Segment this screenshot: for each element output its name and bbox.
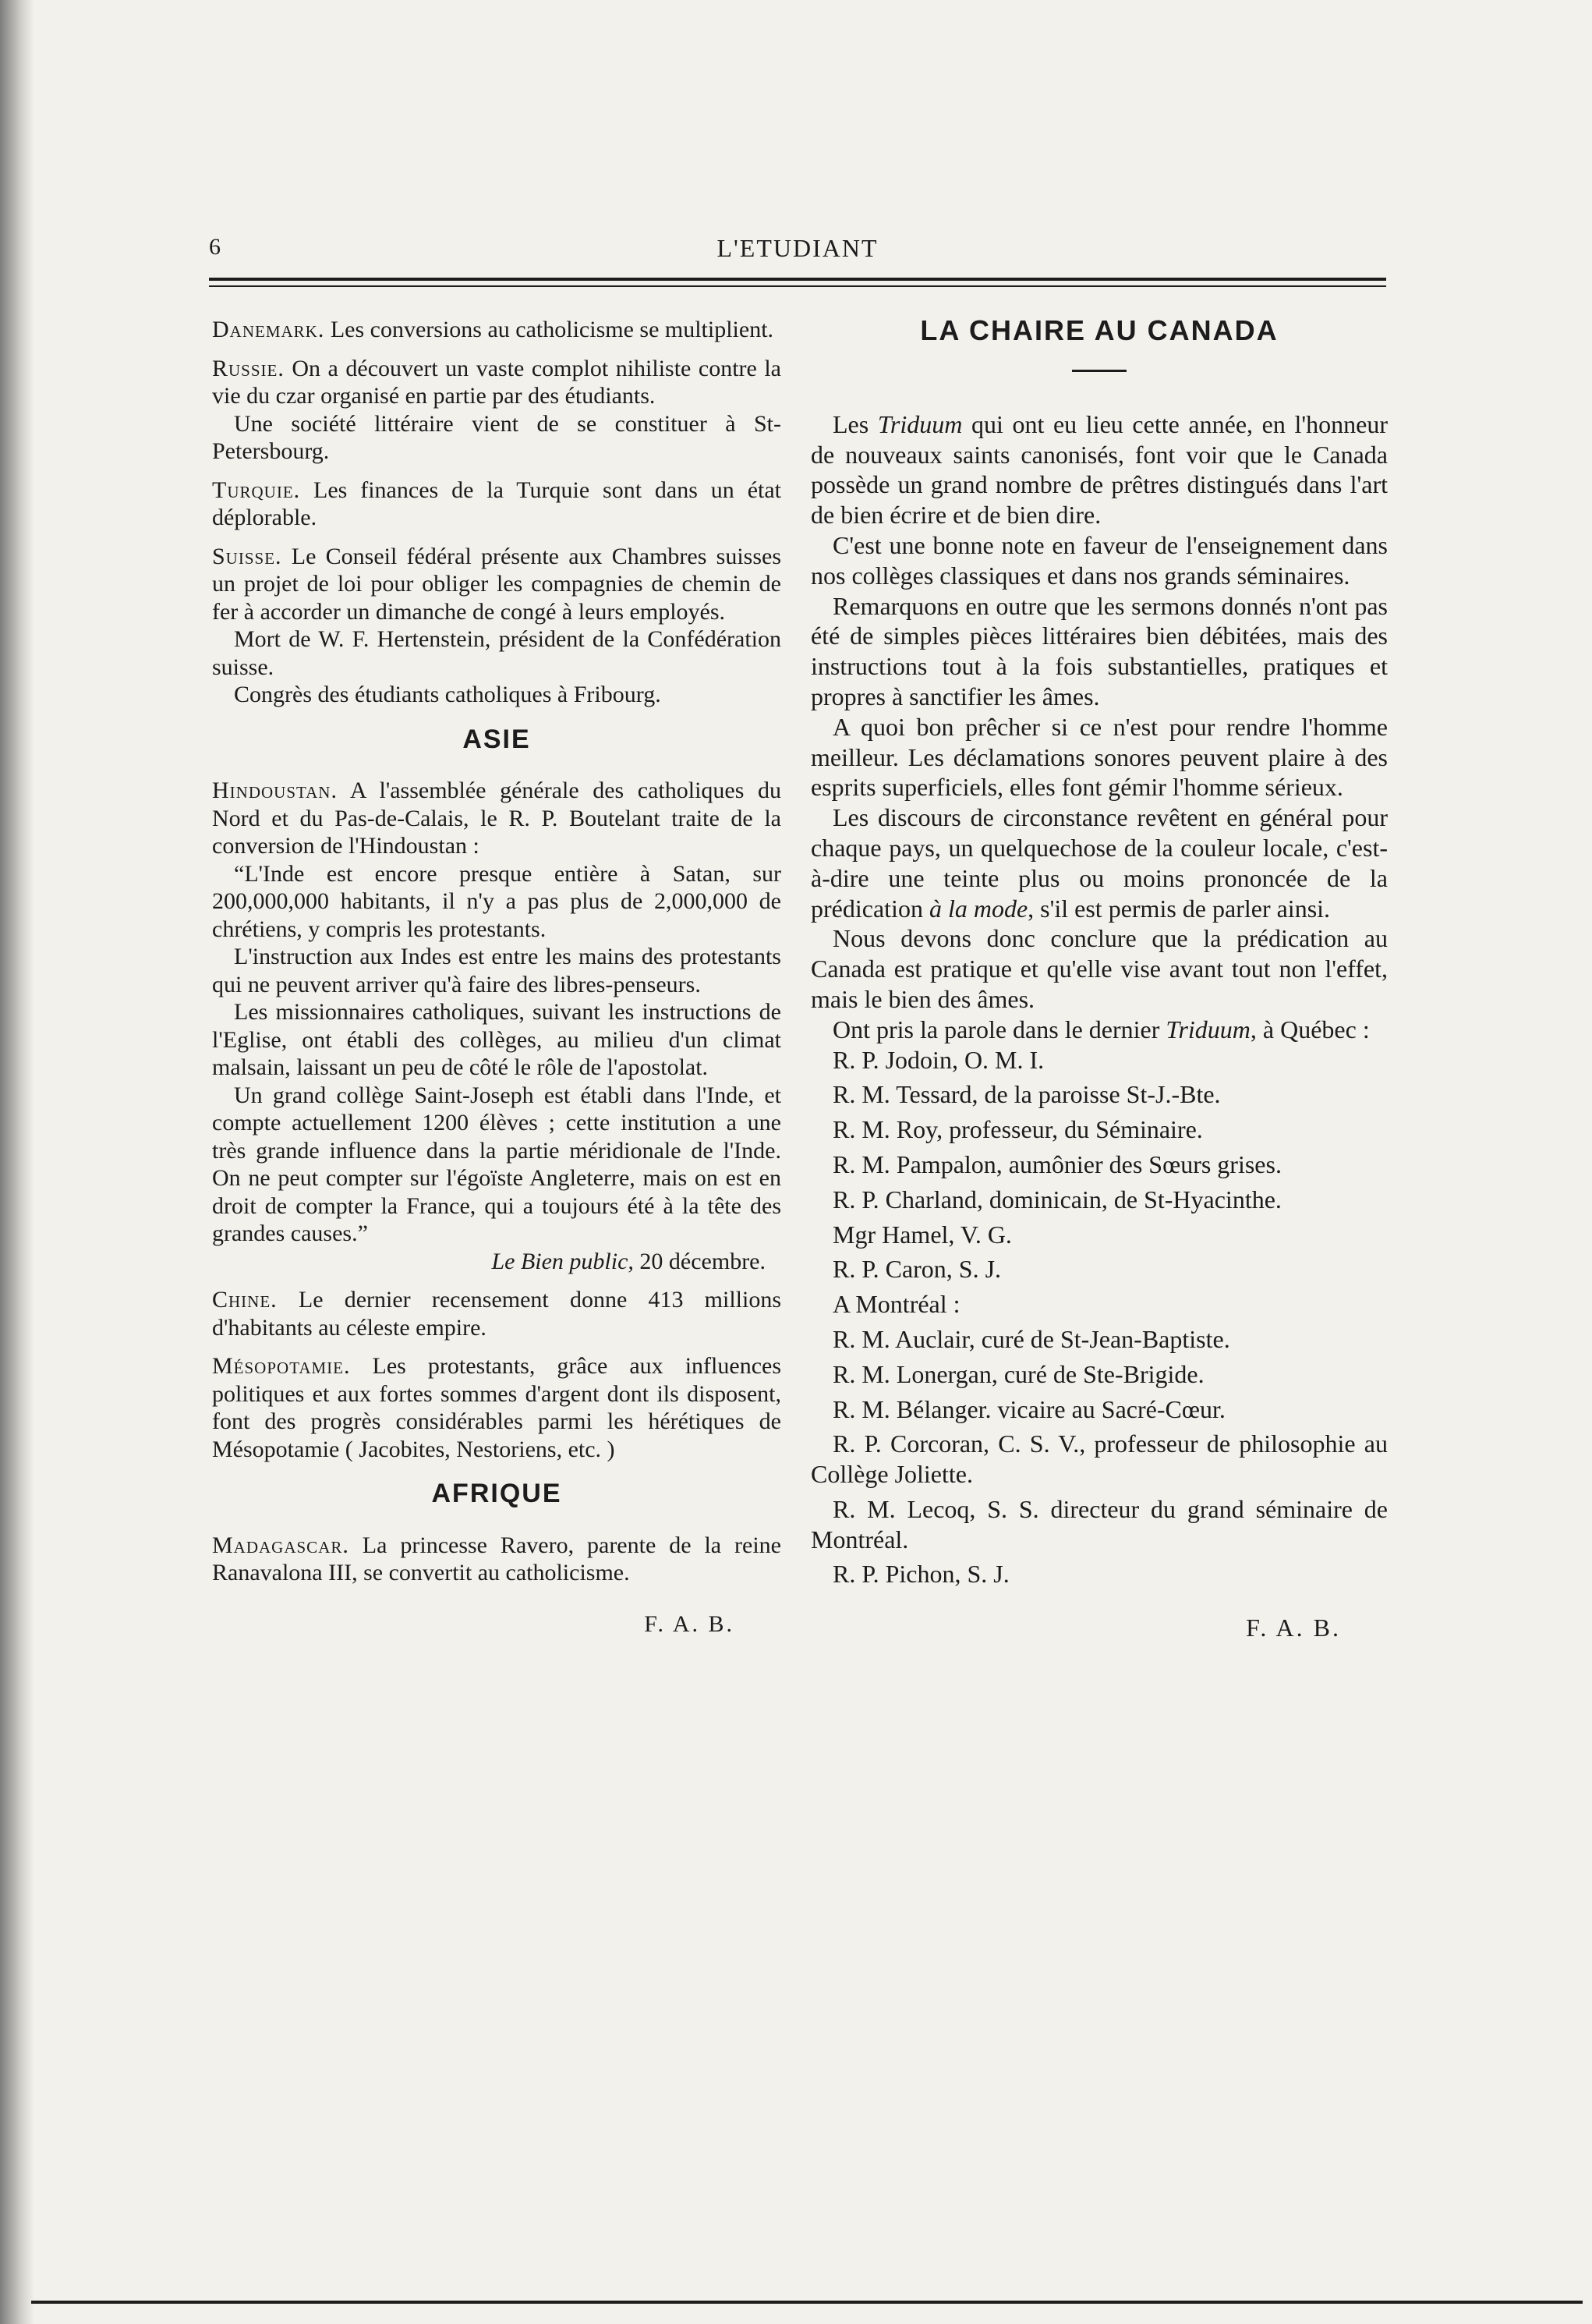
news-text: On a découvert un vaste complot nihiliste contre la vie du czar organisé en partie par des étudiants. [212,355,781,409]
news-item-suisse-3 [212,681,781,709]
news-text: Les protestants, grâce aux influences politiques et aux fortes sommes d'argent dont ils disposent, font des progrès considérables parmi les hérétiques de Mésopotamie ( Jacobites, Nestoriens, etc. ) [212,1353,781,1462]
list-item: R. P. Pichon, S. J. [833,1560,1010,1589]
page-header [209,234,1386,268]
list-item: R. P. Jodoin, O. M. I. [833,1045,1045,1074]
news-item-mesopotamie [212,1352,781,1463]
country-name: Chine. [212,1287,278,1313]
montreal-speakers-list [811,1324,1388,1589]
section-heading-asie: ASIE [462,724,531,754]
news-item-madagascar [212,1532,781,1587]
section-heading-afrique: AFRIQUE [431,1479,562,1508]
footer-rule [31,2301,1583,2304]
article-paragraph-1: Les Triduum qui ont eu lieu cette année, en l'honneur de nouveaux saints canonisés, font voir que le Canada possède un grand nombre de prêtres distingués dans l'art de bien écrire et de bien dire. [811,409,1388,530]
news-text: Mort de W. F. Hertenstein, président de la Confédération suisse. [212,626,781,680]
list-item: R. P. Charland, dominicain, de St-Hyacinthe. [833,1185,1282,1213]
montreal-intro: A Montréal : [833,1290,961,1319]
right-column [811,316,1388,1643]
news-text: Les finances de la Turquie sont dans un état déplorable. [212,476,781,530]
list-item: R. M. Bélanger. vicaire au Sacré-Cœur. [833,1394,1226,1423]
news-item-suisse [212,543,781,626]
quebec-speakers-list [811,1045,1388,1320]
afrique-news [212,1532,781,1587]
list-item: R. M. Lecoq, S. S. directeur du grand séminaire de Montréal. [811,1494,1388,1553]
asie-news [212,777,781,1463]
title-dash [1072,370,1127,372]
list-item: R. P. Corcoran, C. S. V., professeur de philosophie au Collège Joliette. [811,1429,1388,1489]
country-name: Madagascar. [212,1532,349,1558]
country-name: Suisse. [212,543,282,569]
header-rule-thin [209,285,1386,287]
page-number: 6 [209,234,221,260]
news-item-turquie [212,476,781,532]
article-paragraph-2: C'est une bonne note en faveur de l'enseignement dans nos collèges classiques et dans nos grands séminaires. [811,530,1388,590]
news-item-russie [212,355,781,410]
quote-paragraph: L'instruction aux Indes est entre les mains des protestants qui ne peuvent arriver qu'à faire des libres-penseurs. [212,944,781,997]
quote-paragraph: “L'Inde est encore presque entière à Satan, sur 200,000,000 habitants, il n'y a pas plus de 2,000,000 de chrétiens, y compris les protestants. [212,860,781,942]
right-signature: F. A. B. [1246,1614,1341,1642]
country-name: Hindoustan. [212,778,338,803]
news-item-danemark [212,316,781,344]
article-paragraph-6: Nous devons donc conclure que la prédication au Canada est pratique et qu'elle vise avant tout non l'effet, mais le bien des âmes. [811,924,1388,1013]
left-signature: F. A. B. [644,1610,734,1637]
list-item: Mgr Hamel, V. G. [833,1220,1012,1249]
country-name: Russie. [212,355,285,381]
news-item-suisse-2 [212,625,781,681]
list-item: R. M. Tessard, de la paroisse St-J.-Bte. [833,1080,1221,1109]
news-item-hindoustan [212,777,781,860]
news-text: Le Conseil fédéral présente aux Chambres suisses un projet de loi pour obliger les compagnies de chemin de fer à accorder un dimanche de congé à leurs employés. [212,543,781,625]
quote-paragraph: Un grand collège Saint-Joseph est établi dans l'Inde, et compte actuellement 1200 élèves ; cette institution a une très grande influence dans la partie méridionale de l'Inde. On ne peut compter sur l'égoïste Angleterre, mais on est en droit de compter la France, qui a toujours été à la tête des grandes causes.” [212,1082,781,1246]
article-paragraph-7: Ont pris la parole dans le dernier Triduum, à Québec : [833,1015,1370,1043]
source-date: 20 décembre. [633,1248,766,1274]
list-item: R. M. Roy, professeur, du Séminaire. [833,1115,1203,1144]
article-title: LA CHAIRE AU CANADA [920,314,1279,346]
quote-source [212,1248,781,1276]
article-paragraph-5: Les discours de circonstance revêtent en général pour chaque pays, un quelquechose de la couleur locale, c'est-à-dire une teinte plus ou moins prononcée de la prédication à la mode, s'il est permis de parler ainsi. [811,803,1388,923]
news-text: Les conversions au catholicisme se multiplient. [324,317,774,342]
news-text: La princesse Ravero, parente de la reine Ranavalona III, se convertit au catholicisme. [212,1532,781,1585]
country-name: Turquie. [212,476,301,503]
news-text: Le dernier recensement donne 413 millions d'habitants au céleste empire. [212,1287,781,1341]
news-item-russie-2 [212,410,781,466]
quote-paragraph: Les missionnaires catholiques, suivant les instructions de l'Eglise, ont établi des collèges, au milieu d'un climat malsain, laissant un peu de côté le rôle de l'apostolat. [212,999,781,1080]
article-paragraph-3: Remarquons en outre que les sermons donnés n'ont pas été de simples pièces littéraires bien débitées, mais des instructions tout à la fois substantielles, pratiques et propres à sanctifier les âmes. [811,591,1388,710]
news-text: A l'assemblée générale des catholiques du Nord et du Pas-de-Calais, le R. P. Boutelant traite de la conversion de l'Hindoustan : [212,778,781,859]
page-binding-shadow [0,0,34,2324]
left-column [212,316,781,1638]
europe-news [212,316,781,709]
news-text: Une société littéraire vient de se constituer à St-Petersbourg. [212,410,781,464]
list-item: R. M. Lonergan, curé de Ste-Brigide. [833,1359,1205,1388]
country-name: Mésopotamie. [212,1353,351,1379]
list-item: R. P. Caron, S. J. [833,1255,1002,1284]
header-rule-thick [209,278,1386,281]
news-text: Congrès des étudiants catholiques à Fribourg. [234,682,661,707]
article-paragraph-4: A quoi bon prêcher si ce n'est pour rendre l'homme meilleur. Les déclamations sonores peuvent plaire à des esprits superficiels, elles font gémir l'homme sérieux. [811,712,1388,802]
running-title: L'ETUDIANT [716,234,879,262]
news-item-chine [212,1286,781,1341]
list-item: R. M. Pampalon, aumônier des Sœurs grises. [833,1150,1282,1178]
source-title: Le Bien public, [491,1248,634,1274]
country-name: Danemark. [212,317,325,342]
list-item: R. M. Auclair, curé de St-Jean-Baptiste. [833,1324,1230,1353]
